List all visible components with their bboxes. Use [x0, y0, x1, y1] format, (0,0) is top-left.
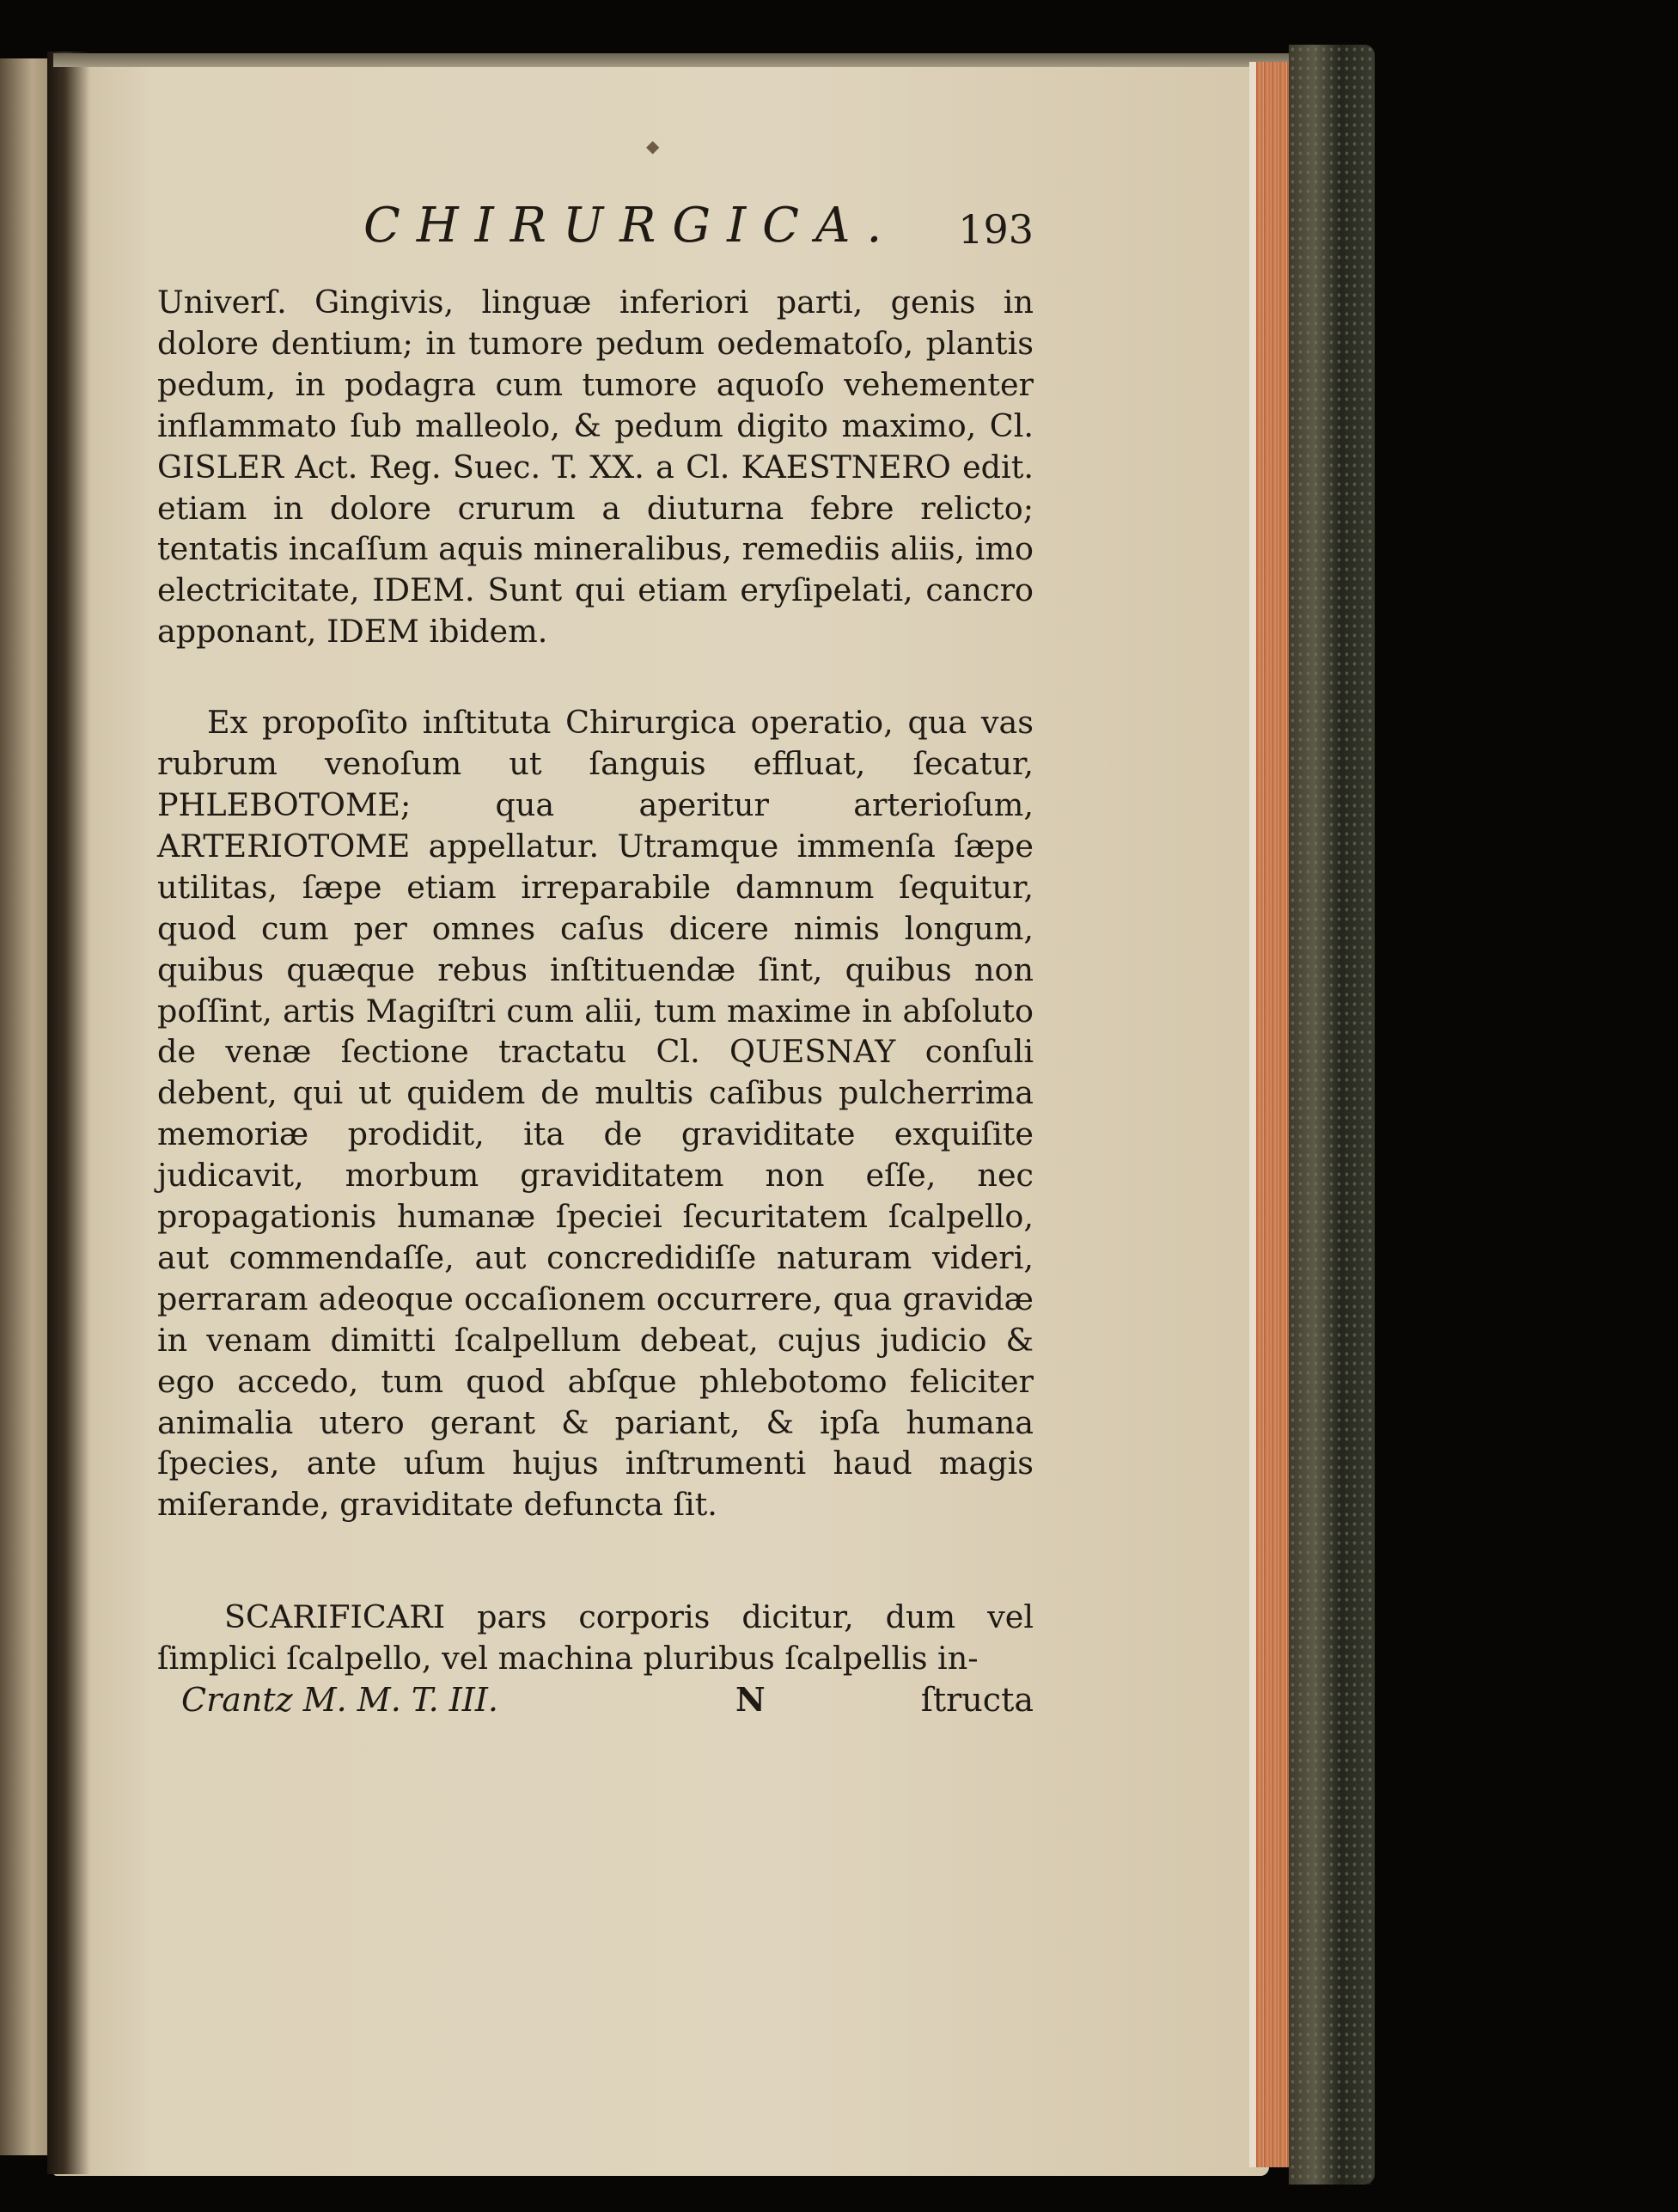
- signature-line: Crantz M. M. T. III.: [181, 1681, 498, 1720]
- paragraph-2: Ex propoſito inſtituta Chirurgica operatio, qua vas rubrum venoſum ut ſanguis effluat, ſecatur, PHLEBOTOME; qua aperitur arterioſum, ARTERIOTOME appellatur. Utramque immenſa ſæpe utilitas, ſæpe etiam irreparabile damnum ſequitur, quod cum per omnes caſus dicere nimis longum, quibus quæque rebus inſtituendæ ſint, quibus non poſſint, artis Magiſtri cum alii, tum maxime in abſoluto de venæ ſectione tractatu Cl. QUESNAY conſuli debent, qui ut quidem de multis caſibus pulcherrima memoriæ prodidit, ita de graviditate exquiſite judicavit, morbum graviditatem non eſſe, nec propagationis humanæ ſpeciei ſecuritatem ſcalpello, aut commendaſſe, aut concredidiſſe naturam videri, perraram adeoque occaſionem occurrere, qua gravidæ in venam dimitti ſcalpellum debeat, cujus judicio & ego accedo, tum quod abſque phlebotomo feliciter animalia utero gerant & pariant, & ipſa humana ſpecies, ante uſum hujus inſtrumenti haud magis miſerande, graviditate defuncta ſit.: [157, 704, 1034, 1524]
- paragraph-3: SCARIFICARI pars corporis dicitur, dum vel ſimplici ſcalpello, vel machina pluribus ſcalpellis in-: [157, 1598, 1034, 1677]
- page-text: [157, 196, 1034, 1720]
- cover-marbling: [1289, 45, 1375, 2185]
- page-footer: [157, 1679, 1034, 1720]
- catchword: ſtructa: [920, 1681, 1034, 1720]
- signature-mark: N: [735, 1680, 766, 1720]
- running-title: CHIRURGICA.: [363, 198, 899, 254]
- page-number: 193: [958, 206, 1034, 253]
- paragraph-1: Univerſ. Gingivis, linguæ inferiori parti, genis in dolore dentium; in tumore pedum oedematoſo, plantis pedum, in podagra cum tumore aquoſo vehementer inflammato ſub malleolo, & pedum digito maximo, Cl. GISLER Act. Reg. Suec. T. XX. a Cl. KAESTNERO edit. etiam in dolore crurum a diuturna febre relicto; tentatis incaſſum aquis mineralibus, remediis aliis, imo electricitate, IDEM. Sunt qui etiam eryſipelati, cancro apponant, IDEM ibidem.: [157, 284, 1034, 651]
- running-header: [157, 196, 1034, 256]
- previous-page-edge: [0, 58, 53, 2155]
- gutter-shadow: [47, 52, 90, 2174]
- ornament-mark: ◆: [646, 136, 660, 156]
- page-block-edge: [1256, 62, 1292, 2167]
- page-top-edge: [53, 53, 1291, 67]
